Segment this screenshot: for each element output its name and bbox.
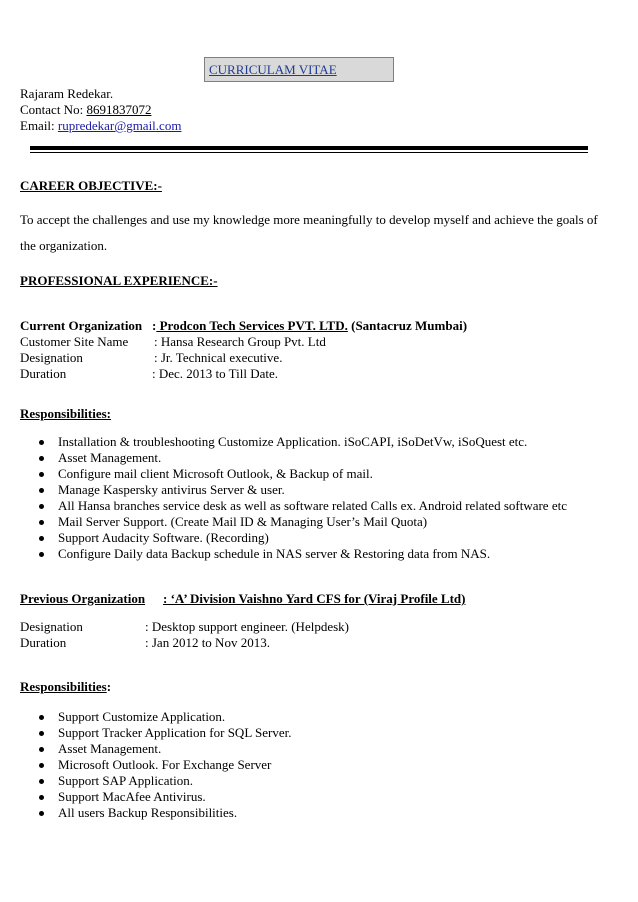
previous-org-value: : ‘A’ Division Vaishno Yard CFS for (Viraj Profile Ltd) [163, 591, 466, 606]
contact-line [20, 102, 151, 118]
list-item: Manage Kaspersky antivirus Server & user. [20, 482, 567, 498]
previous-responsibilities-list [20, 709, 292, 821]
document-title: CURRICULAM VITAE [204, 57, 394, 82]
previous-designation-value: : Desktop support engineer. (Helpdesk) [145, 619, 349, 634]
site-label: Customer Site Name [20, 334, 129, 349]
phone-label: Contact No: [20, 102, 87, 117]
previous-org-label: Previous Organization [20, 591, 146, 606]
phone-number[interactable]: 8691837072 [86, 102, 152, 117]
email-label: Email: [20, 118, 58, 133]
previous-responsibilities-heading: Responsibilities [20, 679, 107, 694]
list-item: Support SAP Application. [20, 773, 292, 789]
list-item: Mail Server Support. (Create Mail ID & Managing User’s Mail Quota) [20, 514, 567, 530]
current-duration-label: Duration [20, 366, 67, 381]
current-duration-value: : Dec. 2013 to Till Date. [152, 366, 279, 381]
career-objective-text: To accept the challenges and use my knowledge more meaningfully to develop myself and achieve the goals of the organization. [20, 212, 598, 253]
current-designation-value: : Jr. Technical executive. [154, 350, 283, 365]
list-item: All users Backup Responsibilities. [20, 805, 292, 821]
current-responsibilities-heading: Responsibilities: [20, 406, 112, 421]
current-responsibilities-list [20, 434, 567, 562]
previous-responsibilities-heading-wrap [20, 679, 111, 695]
list-item: All Hansa branches service desk as well as software related Calls ex. Android related software etc [20, 498, 567, 514]
current-designation-label: Designation [20, 350, 83, 365]
divider-thin [30, 152, 588, 153]
current-org-location: (Santacruz Mumbai) [347, 318, 468, 333]
previous-duration-value: : Jan 2012 to Nov 2013. [145, 635, 270, 650]
current-org-label: Current Organization [20, 318, 143, 333]
previous-designation-label: Designation [20, 619, 83, 634]
site-value: : Hansa Research Group Pvt. Ltd [154, 334, 326, 349]
list-item: Installation & troubleshooting Customize Application. iSoCAPI, iSoDetVw, iSoQuest etc. [20, 434, 567, 450]
candidate-name: Rajaram Redekar. [20, 86, 114, 101]
list-item: Support MacAfee Antivirus. [20, 789, 292, 805]
list-item: Asset Management. [20, 450, 567, 466]
previous-duration-label: Duration [20, 635, 67, 650]
divider-thick [30, 146, 588, 150]
list-item: Support Customize Application. [20, 709, 292, 725]
current-org-colon: : [152, 318, 157, 333]
list-item: Support Tracker Application for SQL Server. [20, 725, 292, 741]
list-item: Microsoft Outlook. For Exchange Server [20, 757, 292, 773]
list-item: Configure Daily data Backup schedule in NAS server & Restoring data from NAS. [20, 546, 567, 562]
list-item: Support Audacity Software. (Recording) [20, 530, 567, 546]
email-line [20, 118, 181, 134]
professional-experience-heading: PROFESSIONAL EXPERIENCE:- [20, 273, 218, 288]
email-link[interactable]: rupredekar@gmail.com [57, 118, 182, 133]
career-objective-heading: CAREER OBJECTIVE:- [20, 178, 162, 193]
list-item: Configure mail client Microsoft Outlook, & Backup of mail. [20, 466, 567, 482]
current-org-value [152, 318, 467, 334]
list-item: Asset Management. [20, 741, 292, 757]
current-org-name: Prodcon Tech Services PVT. LTD. [156, 318, 348, 333]
previous-responsibilities-colon: : [106, 679, 112, 694]
